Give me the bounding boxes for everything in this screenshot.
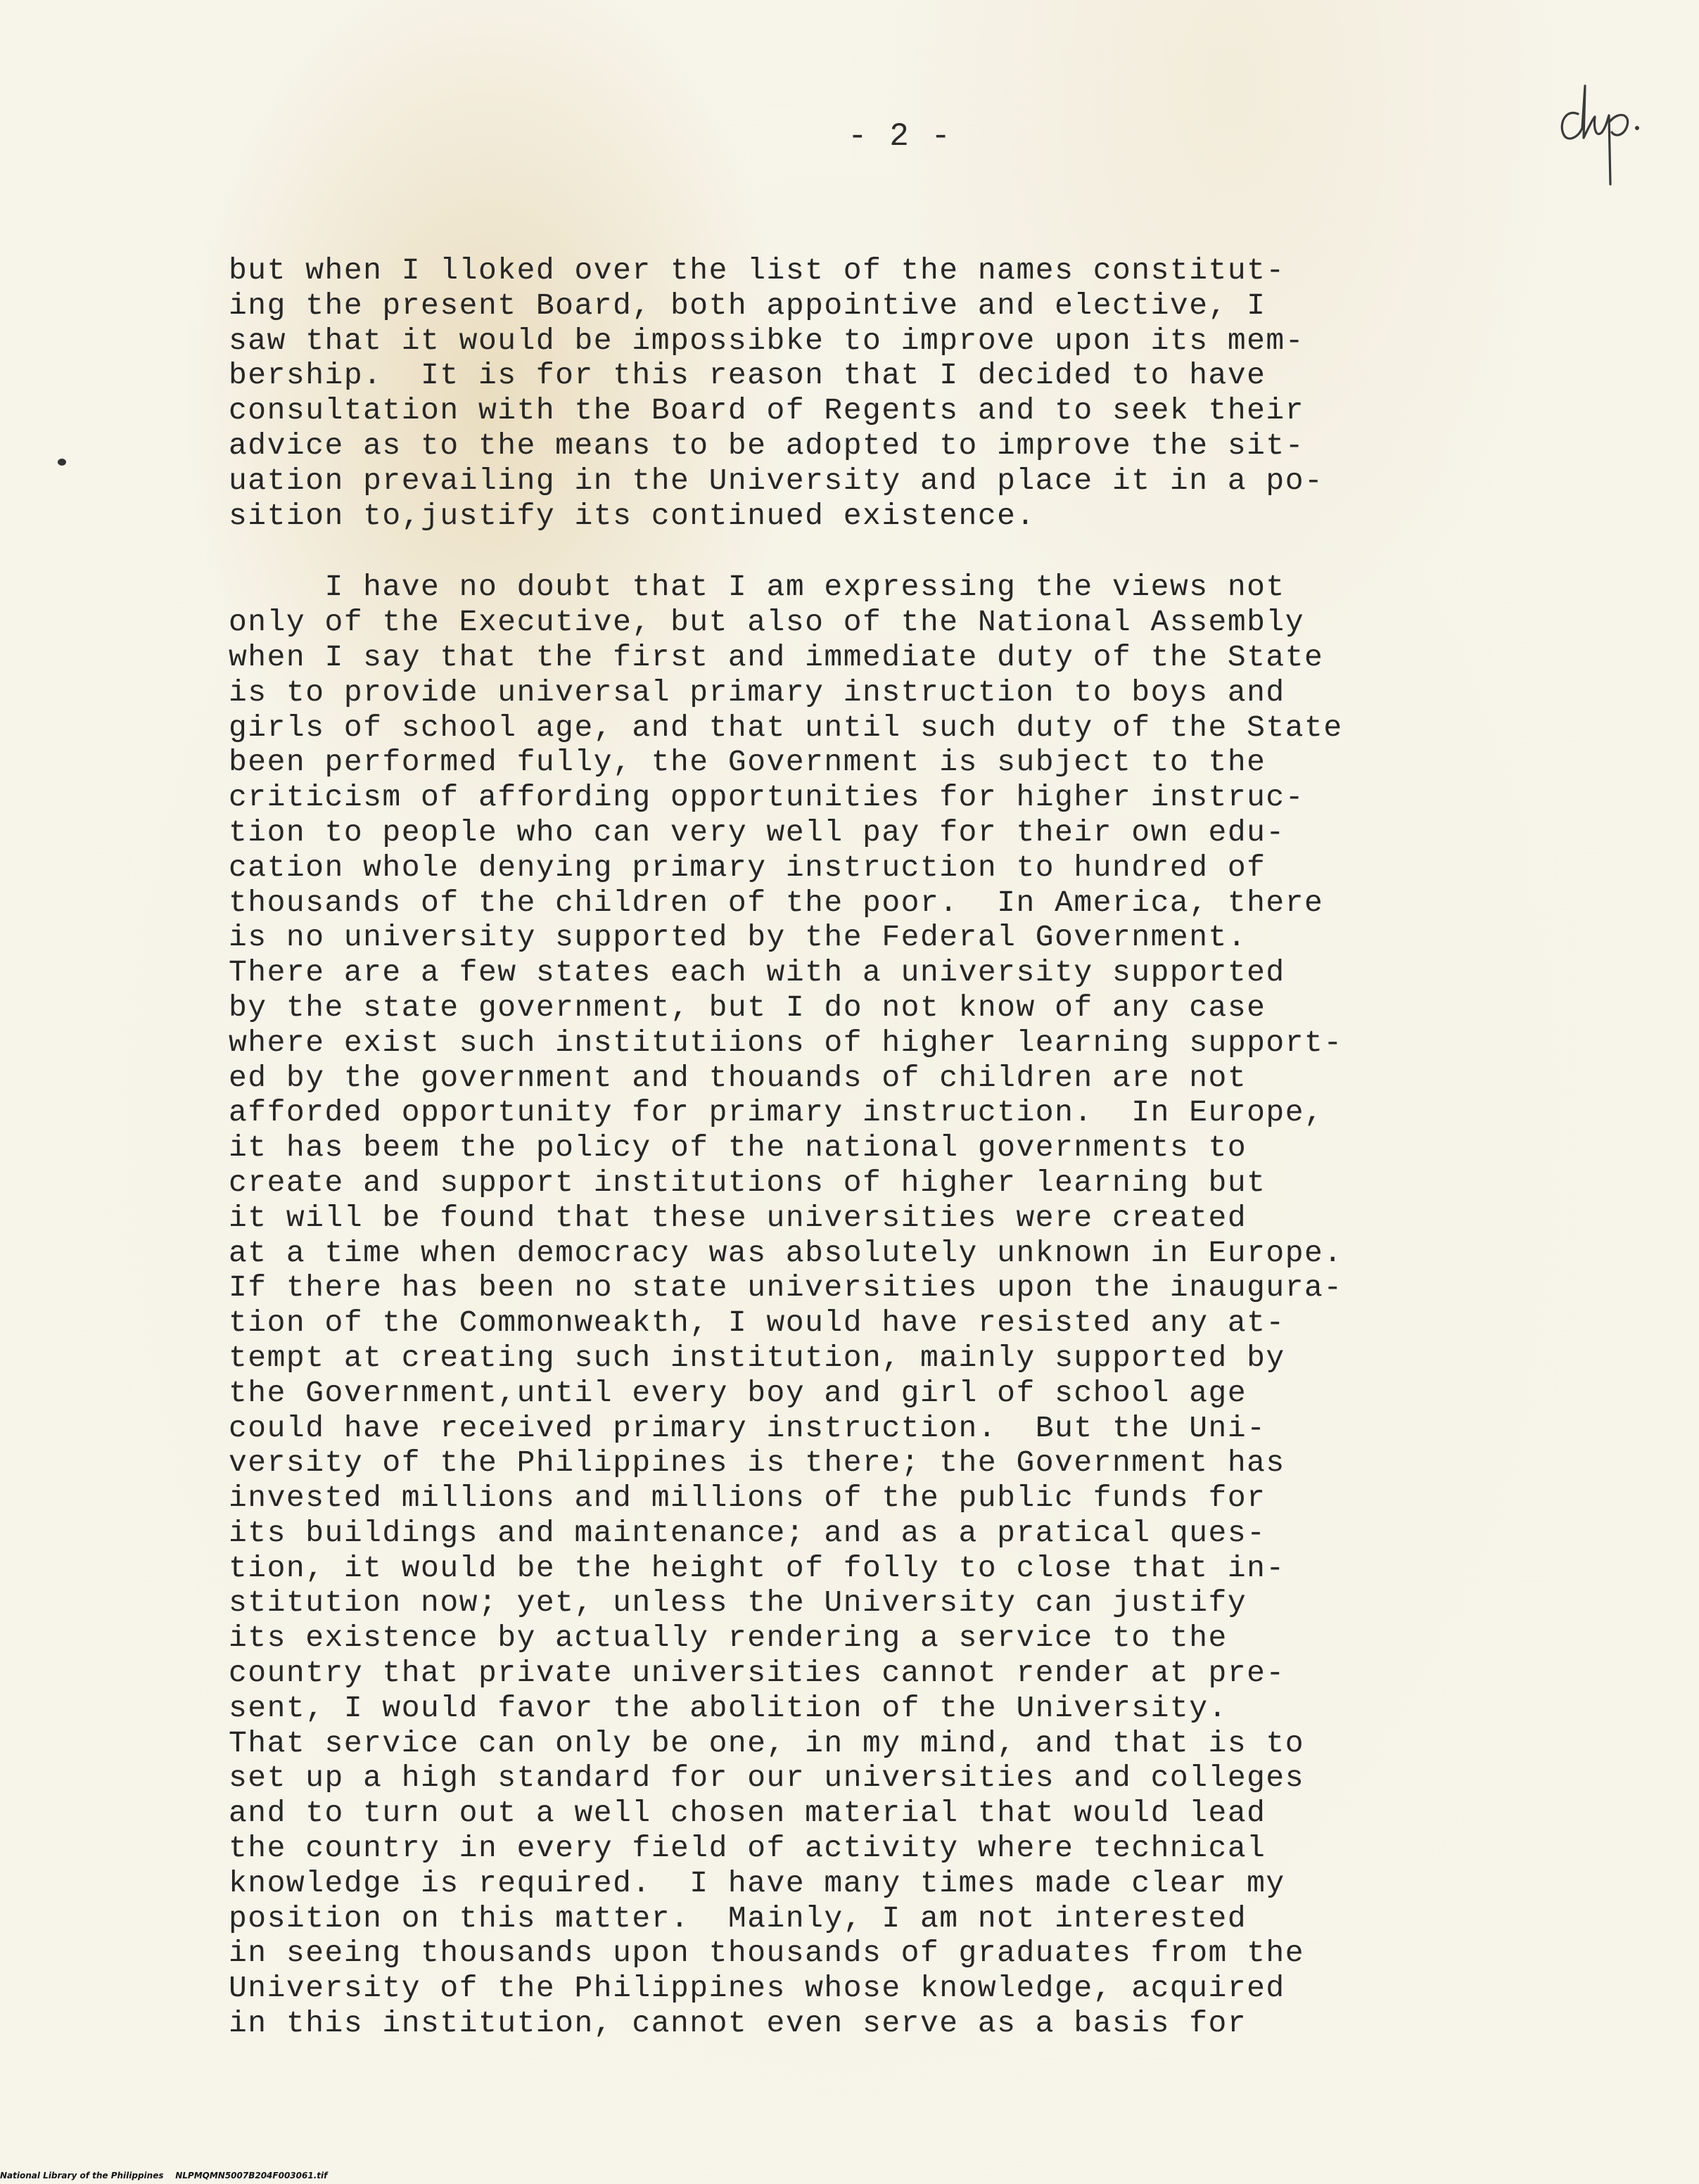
handwritten-margin-note (1551, 65, 1643, 191)
text-line: in this institution, cannot even serve as a basis for (229, 2006, 1247, 2041)
text-line: stitution now; yet, unless the University can justify (229, 1585, 1247, 1621)
text-line: ing the present Board, both appointive and elective, I (229, 288, 1266, 323)
text-line: There are a few states each with a university supported (229, 955, 1285, 990)
text-line: That service can only be one, in my mind, and that is to (229, 1725, 1305, 1761)
text-line: saw that it would be impossibke to improve upon its mem- (229, 323, 1305, 358)
footer-library: National Library of the Philippines (0, 2171, 164, 2180)
text-line: sent, I would favor the abolition of the University. (229, 1690, 1228, 1725)
text-line: only of the Executive, but also of the National Assembly (229, 605, 1305, 640)
text-line: been performed fully, the Government is subject to the (229, 745, 1266, 780)
text-line: when I say that the first and immediate duty of the State (229, 639, 1324, 675)
text-line: criticism of affording opportunities for higher instruc- (229, 780, 1305, 815)
text-line: uation prevailing in the University and place it in a po- (229, 463, 1324, 498)
text-line: it will be found that these universities were created (229, 1200, 1247, 1235)
text-line: country that private universities cannot render at pre- (229, 1656, 1285, 1691)
text-line: afforded opportunity for primary instruction. In Europe, (229, 1095, 1324, 1130)
text-line: sition to,justify its continued existence. (229, 498, 1036, 533)
text-line: position on this matter. Mainly, I am not interested (229, 1901, 1247, 1936)
margin-ink-dot (58, 459, 66, 466)
text-line: tion of the Commonweakth, I would have resisted any at- (229, 1305, 1285, 1341)
text-line: set up a high standard for our universities and colleges (229, 1761, 1305, 1796)
text-line: it has beem the policy of the national governments to (229, 1130, 1247, 1166)
text-line: tion to people who can very well pay for their own edu- (229, 815, 1285, 850)
text-line: girls of school age, and that until such duty of the State (229, 710, 1343, 745)
text-line: consultation with the Board of Regents and to seek their (229, 393, 1305, 428)
text-line: knowledge is required. I have many times made clear my (229, 1865, 1285, 1901)
text-line: at a time when democracy was absolutely unknown in Europe. (229, 1235, 1343, 1270)
text-line: If there has been no state universities upon the inaugura- (229, 1270, 1343, 1305)
text-line: but when I lloked over the list of the names constitut- (229, 253, 1285, 288)
text-line: tion, it would be the height of folly to close that in- (229, 1550, 1285, 1585)
text-line: its existence by actually rendering a service to the (229, 1621, 1228, 1656)
text-line: versity of the Philippines is there; the Government has (229, 1445, 1285, 1481)
text-line: its buildings and maintenance; and as a pratical ques- (229, 1515, 1266, 1550)
handwritten-dup-icon (1551, 65, 1643, 191)
text-line: is to provide universal primary instruction to boys and (229, 675, 1285, 710)
text-line: I have no doubt that I am expressing the views not (229, 570, 1285, 605)
page-number: - 2 - (848, 118, 953, 155)
paragraph-1 (229, 253, 1565, 533)
text-line: advice as to the means to be adopted to improve the sit- (229, 428, 1305, 463)
scan-footer (0, 2171, 327, 2180)
text-line: cation whole denying primary instruction to hundred of (229, 850, 1266, 885)
text-line: the country in every field of activity where technical (229, 1831, 1266, 1866)
footer-file-id: NLPMQMN5007B204F003061.tif (175, 2171, 328, 2180)
letter-body (229, 253, 1565, 2041)
text-line: by the state government, but I do not know of any case (229, 990, 1266, 1025)
text-line: could have received primary instruction. But the Uni- (229, 1410, 1266, 1445)
text-line: where exist such institutiions of higher learning support- (229, 1025, 1343, 1060)
text-line: the Government,until every boy and girl of school age (229, 1375, 1247, 1410)
text-line: thousands of the children of the poor. In America, there (229, 885, 1324, 920)
paragraph-2 (229, 570, 1565, 2041)
text-line: create and support institutions of higher learning but (229, 1165, 1266, 1200)
text-line: and to turn out a well chosen material that would lead (229, 1796, 1266, 1831)
text-line: in seeing thousands upon thousands of graduates from the (229, 1936, 1305, 1971)
text-line: University of the Philippines whose knowledge, acquired (229, 1971, 1285, 2006)
text-line: tempt at creating such institution, mainly supported by (229, 1340, 1285, 1375)
text-line: is no university supported by the Federal Government. (229, 920, 1247, 955)
text-line: invested millions and millions of the public funds for (229, 1481, 1266, 1516)
text-line: ed by the government and thouands of children are not (229, 1060, 1247, 1095)
text-line: bership. It is for this reason that I decided to have (229, 358, 1266, 393)
